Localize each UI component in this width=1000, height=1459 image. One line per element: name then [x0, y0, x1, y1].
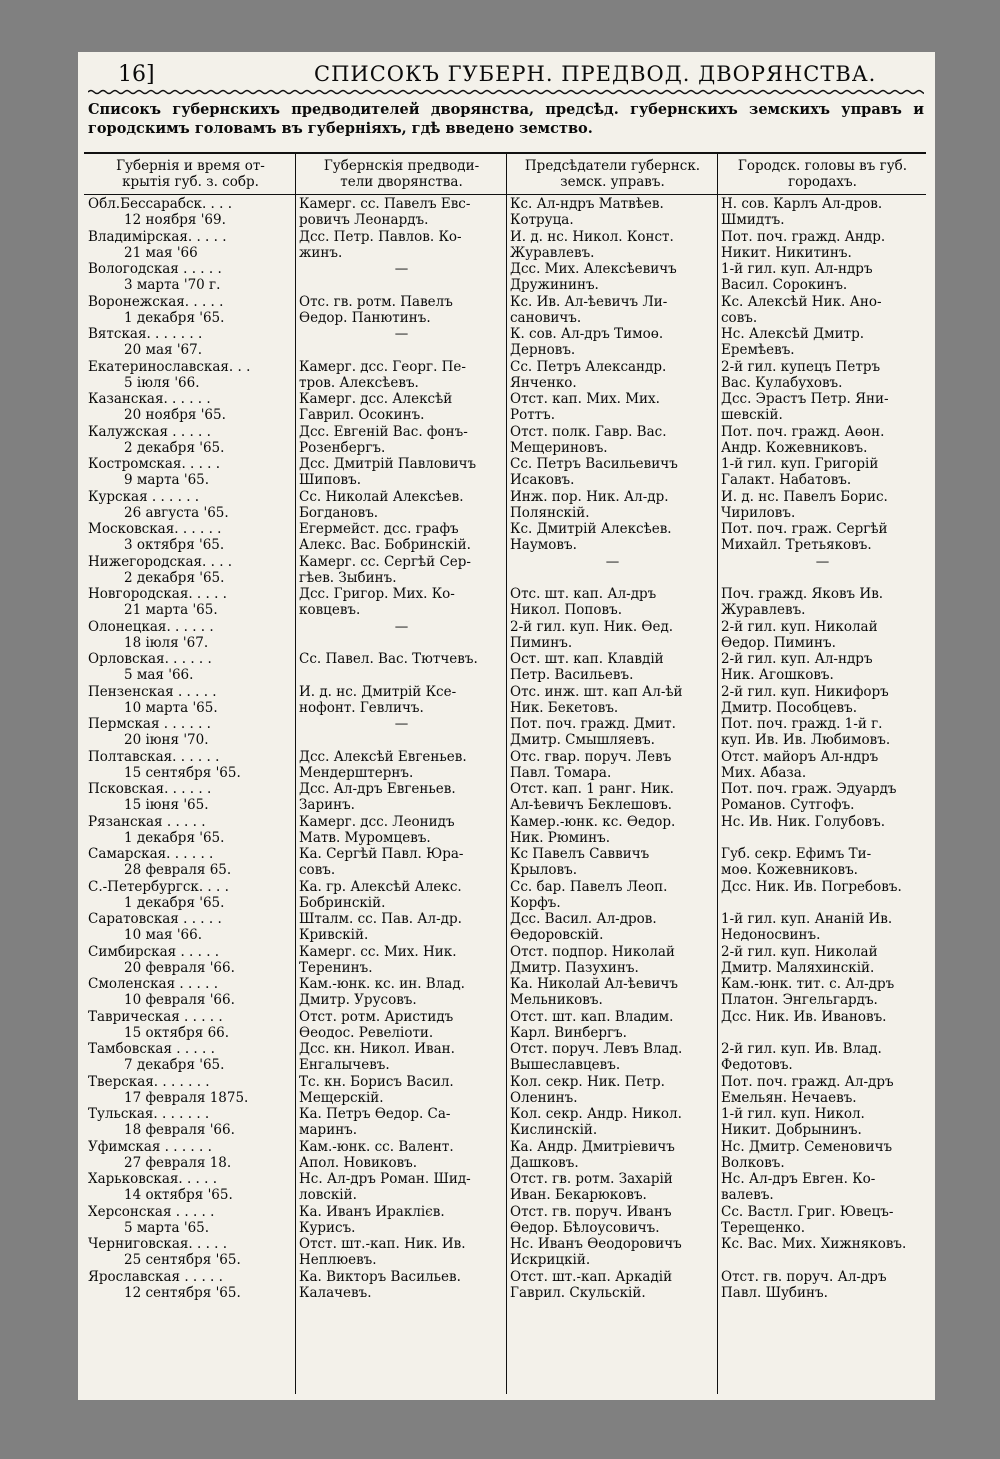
- table-header: [84, 156, 926, 195]
- document-page: [78, 52, 935, 1400]
- table-row: [84, 1009, 926, 1042]
- table-cell: Пот. поч. граж. Сергѣй Михайл. Третьяковъ.: [721, 521, 888, 554]
- table-cell: Ка. Иванъ Ираклієв. Курисъ.: [299, 1203, 445, 1236]
- table-cell: Кс. Ив. Ал-ѣевичъ Ли- сановичъ.: [510, 293, 668, 326]
- table-cell: —: [605, 553, 620, 570]
- table-cell: Отст. шт.-кап. Аркадій Гаврил. Скульскій.: [510, 1268, 673, 1301]
- table-cell: Камерг. сс. Мих. Ник. Теренинъ.: [299, 943, 457, 976]
- table-cell: Херсонская . . . . . 5 марта '65.: [88, 1203, 215, 1236]
- table-cell: Отс. шт. кап. Ал-дръ Никол. Поповъ.: [510, 586, 657, 619]
- table-cell: Кол. секр. Ник. Петр. Оленинъ.: [510, 1073, 665, 1106]
- table-cell: Отст. ротм. Аристидъ Өеодос. Ревеліоти.: [299, 1008, 454, 1041]
- table-cell: Отст. гв. поруч. Ал-дръ Павл. Шубинъ.: [721, 1268, 887, 1301]
- table-cell: Камерг. дсс. Леонидъ Матв. Муромцевъ.: [299, 813, 455, 846]
- column-header-province: Губернія и время от- крытія губ. з. собр.: [116, 158, 265, 191]
- table-cell: Нижегородская. . . . 2 декабря '65.: [88, 553, 233, 586]
- table-row: [84, 554, 926, 587]
- table-cell: 2-й гил. куп. Ив. Влад. Федотовъ.: [721, 1041, 882, 1074]
- table-cell: Харьковская. . . . . 14 октября '65.: [88, 1171, 233, 1204]
- table-cell: —: [394, 716, 409, 732]
- table-cell: Калужская . . . . . 2 декабря '65.: [88, 423, 225, 456]
- table-cell: Дсс. Евгеній Вас. фонъ- Розенбергъ.: [299, 423, 468, 456]
- table-row: [84, 651, 926, 684]
- table-row: [84, 781, 926, 814]
- table-cell: Ка. Николай Ал-ѣевичъ Мельниковъ.: [510, 976, 678, 1009]
- wavy-rule: [88, 88, 924, 96]
- table-cell: Нс. Ив. Ник. Голубовъ.: [721, 813, 885, 830]
- table-cell: 2-й гил. купецъ Петръ Вас. Кулабуховъ.: [721, 358, 881, 391]
- table-cell: —: [394, 618, 409, 635]
- table-cell: 2-й гил. куп. Ал-ндръ Ник. Агошковъ.: [721, 651, 873, 684]
- table-cell: Нс. Ал-дръ Роман. Шид- ловскій.: [299, 1171, 471, 1204]
- table-cell: Кам.-юнк. сс. Валент. Апол. Новиковъ.: [299, 1138, 454, 1171]
- table-cell: С.-Петербургск. . . . 1 декабря '65.: [88, 878, 229, 911]
- table-row: [84, 814, 926, 847]
- table-cell: Отс. гв. ротм. Павелъ Өедор. Панютинъ.: [299, 293, 453, 326]
- page-number: 16]: [118, 62, 155, 87]
- governors-table: [84, 152, 926, 1394]
- table-row: [84, 1236, 926, 1269]
- table-cell: Сс. Николай Алексѣев. Богдановъ.: [299, 488, 464, 521]
- table-cell: Кс. Вас. Мих. Хижняковъ.: [721, 1236, 907, 1252]
- table-cell: 2-й гил. куп. Николай Дмитр. Маляхинскій.: [721, 943, 878, 976]
- table-cell: Екатеринославская. . . 5 іюля '66.: [88, 358, 251, 391]
- table-cell: —: [815, 553, 830, 570]
- table-cell: —: [394, 326, 409, 342]
- table-row: [84, 1106, 926, 1139]
- column-header-city-heads: Городск. головы въ губ. городахъ.: [737, 158, 908, 191]
- table-cell: И. д. нс. Никол. Конст. Журавлевъ.: [510, 228, 674, 261]
- table-cell: Симбирская . . . . . 20 февраля '66.: [88, 943, 235, 976]
- table-cell: Егермейст. дсс. графъ Алекс. Вас. Бобринскій.: [299, 521, 471, 554]
- table-cell: Шталм. сс. Пав. Ал-др. Кривскій.: [299, 911, 462, 944]
- table-cell: Отст. полк. Гавр. Вас. Мещериновъ.: [510, 423, 667, 456]
- table-cell: Кс. Алексѣй Ник. Ано- совъ.: [721, 293, 882, 326]
- table-cell: Вятская. . . . . . . 20 мая '67.: [88, 326, 203, 359]
- table-cell: Дсс. Ник. Ив. Погребовъ.: [721, 878, 902, 895]
- table-cell: Отс. инж. шт. кап Ал-ѣй Ник. Бекетовъ.: [510, 683, 683, 716]
- table-row: [84, 359, 926, 392]
- table-cell: Отс. гвар. поруч. Левъ Павл. Томара.: [510, 748, 672, 781]
- table-cell: Губ. секр. Ефимъ Ти- моө. Кожевниковъ.: [721, 846, 872, 879]
- table-cell: Пот. поч. гражд. 1-й г. куп. Ив. Ив. Любимовъ.: [721, 716, 891, 749]
- table-cell: Ка. гр. Алексѣй Алекс. Бобринскій.: [299, 878, 462, 911]
- table-cell: Дсс. Петр. Павлов. Ко- жинъ.: [299, 228, 462, 261]
- table-cell: Пензенская . . . . . 10 марта '65.: [88, 683, 218, 716]
- table-cell: Новгородская. . . . . 21 марта '65.: [88, 586, 227, 619]
- table-row: [84, 1269, 926, 1302]
- table-cell: 2-й гил. куп. Никифоръ Дмитр. Пособцевъ.: [721, 683, 889, 716]
- table-cell: Сс. Петръ Васильевичъ Исаковъ.: [510, 456, 678, 489]
- table-cell: Уфимская . . . . . . 27 февраля 18.: [88, 1138, 232, 1171]
- table-cell: Нс. Иванъ Өеодоровичъ Искрицкій.: [510, 1236, 682, 1269]
- table-cell: Орловская. . . . . . 5 мая '66.: [88, 651, 212, 684]
- table-cell: Ка. Петръ Өедор. Са- маринъ.: [299, 1106, 451, 1139]
- table-cell: Кол. секр. Андр. Никол. Кислинскій.: [510, 1106, 682, 1139]
- table-cell: И. д. нс. Павелъ Борис. Чириловъ.: [721, 488, 888, 521]
- running-title: СПИСОКЪ ГУБЕРН. ПРЕДВОД. ДВОРЯНСТВА.: [314, 62, 877, 86]
- table-row: [84, 1204, 926, 1237]
- table-row: [84, 586, 926, 619]
- table-cell: Смоленская . . . . . 10 февраля '66.: [88, 976, 235, 1009]
- table-cell: Отст. гв. ротм. Захарій Иван. Бекарюковъ.: [510, 1171, 673, 1204]
- table-cell: Владимірская. . . . . 21 мая '66: [88, 228, 227, 261]
- table-cell: —: [394, 261, 409, 277]
- table-cell: Полтавская. . . . . . 15 сентября '65.: [88, 748, 241, 781]
- table-cell: Камер.-юнк. кс. Өедор. Ник. Рюминъ.: [510, 813, 676, 846]
- table-cell: Московская. . . . . . 3 октября '65.: [88, 521, 225, 554]
- table-cell: Кс. Ал-ндръ Матвѣев. Котруца.: [510, 196, 664, 229]
- table-cell: Дсс. Дмитрій Павловичъ Шиповъ.: [299, 456, 477, 489]
- table-row: [84, 879, 926, 912]
- table-cell: Псковская. . . . . . 15 іюня '65.: [88, 781, 212, 814]
- table-cell: Таврическая . . . . . 15 октября 66.: [88, 1008, 230, 1041]
- table-cell: Пермская . . . . . . 20 іюня '70.: [88, 716, 211, 749]
- table-cell: Пот. поч. гражд. Аөон. Андр. Кожевниковъ.: [721, 423, 885, 456]
- table-cell: Инж. пор. Ник. Ал-др. Полянскій.: [510, 488, 669, 521]
- table-cell: Дсс. Ал-дръ Евгеньев. Заринъ.: [299, 781, 456, 814]
- table-row: [84, 294, 926, 327]
- table-cell: Отст. гв. поруч. Иванъ Өедор. Бѣлоусовичъ.: [510, 1203, 672, 1236]
- table-cell: Воронежская. . . . . 1 декабря '65.: [88, 293, 225, 326]
- table-cell: Отст. подпор. Николай Дмитр. Пазухинъ.: [510, 943, 675, 976]
- table-cell: Камерг. сс. Павелъ Евс- ровичъ Леонардъ.: [299, 196, 471, 229]
- table-cell: Отст. шт. кап. Владим. Карл. Винбергъ.: [510, 1008, 674, 1041]
- table-row: [84, 716, 926, 749]
- table-cell: Ка. Викторъ Васильев. Калачевъ.: [299, 1268, 461, 1301]
- table-cell: Ост. шт. кап. Клавдій Петр. Васильевъ.: [510, 651, 664, 684]
- table-cell: Сс. Вастл. Григ. Ювецъ- Терещенко.: [721, 1203, 894, 1236]
- table-cell: Сс. бар. Павелъ Леоп. Корфъ.: [510, 878, 668, 911]
- table-cell: Дсс. Мих. Алексѣевичъ Дружининъ.: [510, 261, 677, 294]
- column-header-zemstvo-chairs: Предсѣдатели губернск. земск. управъ.: [524, 158, 701, 191]
- table-cell: Пот. поч. граж. Эдуардъ Романов. Сутгофъ.: [721, 781, 897, 814]
- table-cell: Курская . . . . . . 26 августа '65.: [88, 488, 229, 521]
- table-cell: 2-й гил. куп. Николай Өедор. Пиминъ.: [721, 618, 878, 651]
- table-cell: Черниговская. . . . . 25 сентября '65.: [88, 1236, 241, 1269]
- table-row: [84, 424, 926, 457]
- table-row: [84, 1171, 926, 1204]
- intro-paragraph: Списокъ губернскихъ предводителей дворянства, предсѣд. губернскихъ земскихъ управъ и городскимъ головамъ въ губерніяхъ, гдѣ введено земство.: [88, 101, 924, 137]
- table-cell: Камерг. сс. Сергѣй Сер- гѣев. Зыбинъ.: [299, 553, 471, 586]
- table-cell: Кам.-юнк. тит. с. Ал-дръ Платон. Энгельгардъ.: [721, 976, 895, 1009]
- table-cell: Ка. Сергѣй Павл. Юра- совъ.: [299, 846, 464, 879]
- table-row: [84, 391, 926, 424]
- table-cell: Пот. поч. гражд. Ал-дръ Емельян. Нечаевъ.: [721, 1073, 894, 1106]
- table-cell: Олонецкая. . . . . . 18 іюля '67.: [88, 618, 214, 651]
- table-row: [84, 456, 926, 489]
- table-cell: Тульская. . . . . . . 18 февраля '66.: [88, 1106, 235, 1139]
- table-cell: Тверская. . . . . . . 17 февраля 1875.: [88, 1073, 249, 1106]
- table-cell: Ярославская . . . . . 12 сентября '65.: [88, 1268, 241, 1301]
- table-cell: Самарская. . . . . . 28 февраля 65.: [88, 846, 232, 879]
- table-cell: Кс Павелъ Саввичъ Крыловъ.: [510, 846, 650, 879]
- table-cell: Кс. Дмитрій Алексѣев. Наумовъ.: [510, 521, 672, 554]
- table-row: [84, 619, 926, 652]
- table-cell: Отст. майоръ Ал-ндръ Мих. Абаза.: [721, 748, 879, 781]
- table-row: [84, 229, 926, 262]
- table-cell: Пот. поч. гражд. Дмит. Дмитр. Смышляевъ.: [510, 716, 676, 749]
- table-cell: Пот. поч. гражд. Андр. Никит. Никитинъ.: [721, 228, 886, 261]
- table-row: [84, 1074, 926, 1107]
- table-cell: И. д. нс. Дмитрій Ксе- нофонт. Гевличъ.: [299, 683, 457, 716]
- table-row: [84, 1041, 926, 1074]
- table-cell: Дсс. Алексѣй Евгеньев. Мендерштернъ.: [299, 748, 467, 781]
- table-cell: Вологодская . . . . . 3 марта '70 г.: [88, 261, 222, 294]
- table-cell: Дсс. Григор. Мих. Ко- ковцевъ.: [299, 586, 455, 619]
- table-cell: Кам.-юнк. кс. ин. Влад. Дмитр. Урусовъ.: [299, 976, 465, 1009]
- table-row: [84, 846, 926, 879]
- table-cell: Дсс. кн. Никол. Иван. Енгалычевъ.: [299, 1041, 455, 1074]
- table-cell: Н. сов. Карлъ Ал-дров. Шмидтъ.: [721, 196, 883, 229]
- table-cell: Камерг. дсс. Алексѣй Гаврил. Осокинъ.: [299, 391, 453, 424]
- table-cell: К. сов. Ал-дръ Тимоө. Дерновъ.: [510, 326, 664, 359]
- table-cell: Сс. Петръ Александр. Янченко.: [510, 358, 667, 391]
- column-header-marshals: Губернскія предводи- тели дворянства.: [323, 158, 480, 191]
- table-cell: Казанская. . . . . . 20 ноября '65.: [88, 391, 226, 424]
- table-cell: Костромская. . . . . 9 марта '65.: [88, 456, 221, 489]
- table-row: [84, 196, 926, 229]
- table-cell: 1-й гил. куп. Ананій Ив. Недоносвинъ.: [721, 911, 893, 944]
- table-cell: Нс. Ал-дръ Евген. Ко- валевъ.: [721, 1171, 876, 1204]
- table-row: [84, 944, 926, 977]
- table-cell: Саратовская . . . . . 10 мая '66.: [88, 911, 222, 944]
- table-cell: Дсс. Ник. Ив. Ивановъ.: [721, 1008, 887, 1025]
- table-cell: Поч. гражд. Яковъ Ив. Журавлевъ.: [721, 586, 884, 619]
- table-cell: Тамбовская . . . . . 7 декабря '65.: [88, 1041, 225, 1074]
- table-row: [84, 911, 926, 944]
- table-row: [84, 749, 926, 782]
- table-cell: Обл.Бессарабск. . . . 12 ноября '69.: [88, 196, 232, 229]
- table-row: [84, 326, 926, 359]
- table-cell: Ка. Андр. Дмитріевичъ Дашковъ.: [510, 1138, 675, 1171]
- table-cell: Отст. кап. Мих. Мих. Роттъ.: [510, 391, 660, 424]
- table-cell: Отст. поруч. Левъ Влад. Вышеславцевъ.: [510, 1041, 683, 1074]
- table-cell: Дсс. Эрастъ Петр. Яни- шевскій.: [721, 391, 889, 424]
- table-cell: 1-й гил. куп. Никол. Никит. Добрынинъ.: [721, 1106, 865, 1139]
- table-cell: Тс. кн. Борисъ Васил. Мещерскій.: [299, 1073, 454, 1106]
- table-cell: Отст. шт.-кап. Ник. Ив. Неплюевъ.: [299, 1236, 466, 1269]
- table-row: [84, 1139, 926, 1172]
- table-cell: 1-й гил. куп. Ал-ндръ Васил. Сорокинъ.: [721, 261, 873, 294]
- table-cell: Отст. кап. 1 ранг. Ник. Ал-ѣевичъ Беклешовъ.: [510, 781, 674, 814]
- table-cell: 1-й гил. куп. Григорій Галакт. Набатовъ.: [721, 456, 879, 489]
- table-cell: 2-й гил. куп. Ник. Өед. Пиминъ.: [510, 618, 674, 651]
- table-row: [84, 489, 926, 522]
- table-cell: Камерг. дсс. Георг. Пе- тров. Алексѣевъ.: [299, 358, 466, 391]
- table-cell: Рязанская . . . . . 1 декабря '65.: [88, 813, 225, 846]
- table-row: [84, 976, 926, 1009]
- table-cell: Сс. Павел. Вас. Тютчевъ.: [299, 651, 478, 667]
- table-row: [84, 261, 926, 294]
- table-cell: Дсс. Васил. Ал-дров. Өедоровскій.: [510, 911, 657, 944]
- table-cell: Нс. Дмитр. Семеновичъ Волковъ.: [721, 1138, 893, 1171]
- table-row: [84, 521, 926, 554]
- table-cell: Нс. Алексѣй Дмитр. Еремѣевъ.: [721, 326, 865, 359]
- table-row: [84, 684, 926, 717]
